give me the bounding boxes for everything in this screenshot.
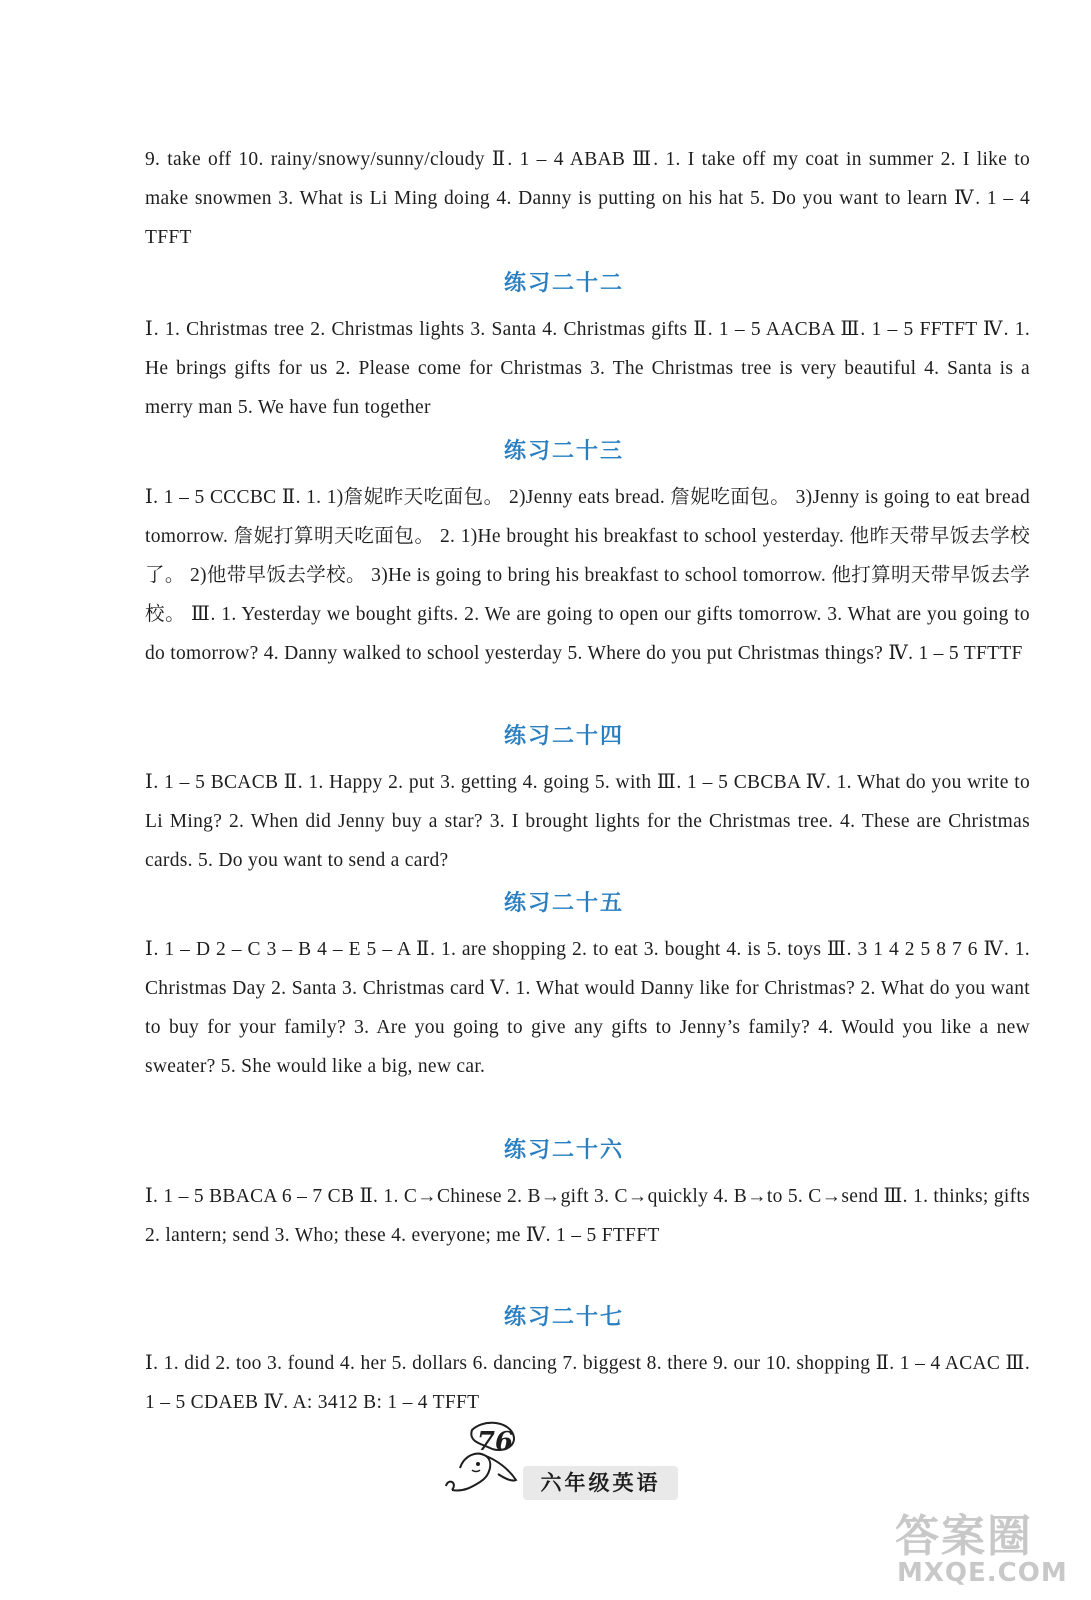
- section-title-23: 练习二十三: [503, 439, 624, 464]
- watermark-url: MXQE.COM: [897, 1558, 1068, 1588]
- answer-text-27: Ⅰ. 1. did 2. too 3. found 4. her 5. dollars 6. dancing 7. biggest 8. there 9. our 10. shopping Ⅱ. 1 – 4 ACAC Ⅲ. 1 – 5 CDAEB Ⅳ. A: 3412 B: 1 – 4 TFFT: [145, 1353, 1030, 1413]
- section-title-26: 练习二十六: [503, 1138, 624, 1163]
- answer-text-25: Ⅰ. 1 – D 2 – C 3 – B 4 – E 5 – A Ⅱ. 1. are shopping 2. to eat 3. bought 4. is 5. toys Ⅲ. 3 1 4 2 5 8 7 6 Ⅳ. 1. Christmas Day 2. Santa 3. Christmas card Ⅴ. 1. What would Danny like for Christmas? 2. What do you want to buy for your family? 3. Are you going to give any gifts to Jenny’s family? 4. Would you like a new sweater? 5. She would like a big, new car.: [145, 939, 1030, 1077]
- answer-text-23: Ⅰ. 1 – 5 CCCBC Ⅱ. 1. 1)詹妮昨天吃面包。 2)Jenny eats bread. 詹妮吃面包。 3)Jenny is going to eat bread tomorrow. 詹妮打算明天吃面包。 2. 1)He brought his breakfast to school yesterday. 他昨天带早饭去学校了。 2)他带早饭去学校。 3)He is going to bring his breakfast to school tomorrow. 他打算明天带早饭去学校。 Ⅲ. 1. Yesterday we bought gifts. 2. We are going to open our gifts tomorrow. 3. What are you going to do tomorrow? 4. Danny walked to school yesterday 5. Where do you put Christmas things? Ⅳ. 1 – 5 TFTTF: [145, 487, 1030, 664]
- answer-text-continued: 9. take off 10. rainy/snowy/sunny/cloudy Ⅱ. 1 – 4 ABAB Ⅲ. 1. I take off my coat in summer 2. I like to make snowmen 3. What is Li Ming doing 4. Danny is putting on his hat 5. Do you want to learn Ⅳ. 1 – 4 TFFT: [145, 149, 1030, 248]
- answer-text-26: Ⅰ. 1 – 5 BBACA 6 – 7 CB Ⅱ. 1. C→Chinese 2. B→gift 3. C→quickly 4. B→to 5. C→send Ⅲ. 1. thinks; gifts 2. lantern; send 3. Who; these 4. everyone; me Ⅳ. 1 – 5 FTFFT: [145, 1186, 1030, 1246]
- page-number: 76: [476, 1427, 514, 1457]
- watermark-logo: 答案圈: [895, 1511, 1033, 1562]
- section-title-24: 练习二十四: [503, 724, 624, 749]
- answer-text-24: Ⅰ. 1 – 5 BCACB Ⅱ. 1. Happy 2. put 3. getting 4. going 5. with Ⅲ. 1 – 5 CBCBA Ⅳ. 1. What do you write to Li Ming? 2. When did Jenny buy a star? 3. I brought lights for the Christmas tree. 4. These are Christmas cards. 5. Do you want to send a card?: [145, 772, 1030, 871]
- section-title-27: 练习二十七: [503, 1305, 624, 1330]
- watermark: [895, 1500, 1085, 1595]
- book-title: 六年级英语: [523, 1466, 678, 1500]
- page-number-badge: [470, 1420, 520, 1460]
- section-title-25: 练习二十五: [503, 891, 624, 916]
- section-title-22: 练习二十二: [503, 271, 624, 296]
- answer-text-22: Ⅰ. 1. Christmas tree 2. Christmas lights 3. Santa 4. Christmas gifts Ⅱ. 1 – 5 AACBA Ⅲ. 1 – 5 FFTFT Ⅳ. 1. He brings gifts for us 2. Please come for Christmas 3. The Christmas tree is very beautiful 4. Santa is a merry man 5. We have fun together: [145, 319, 1030, 418]
